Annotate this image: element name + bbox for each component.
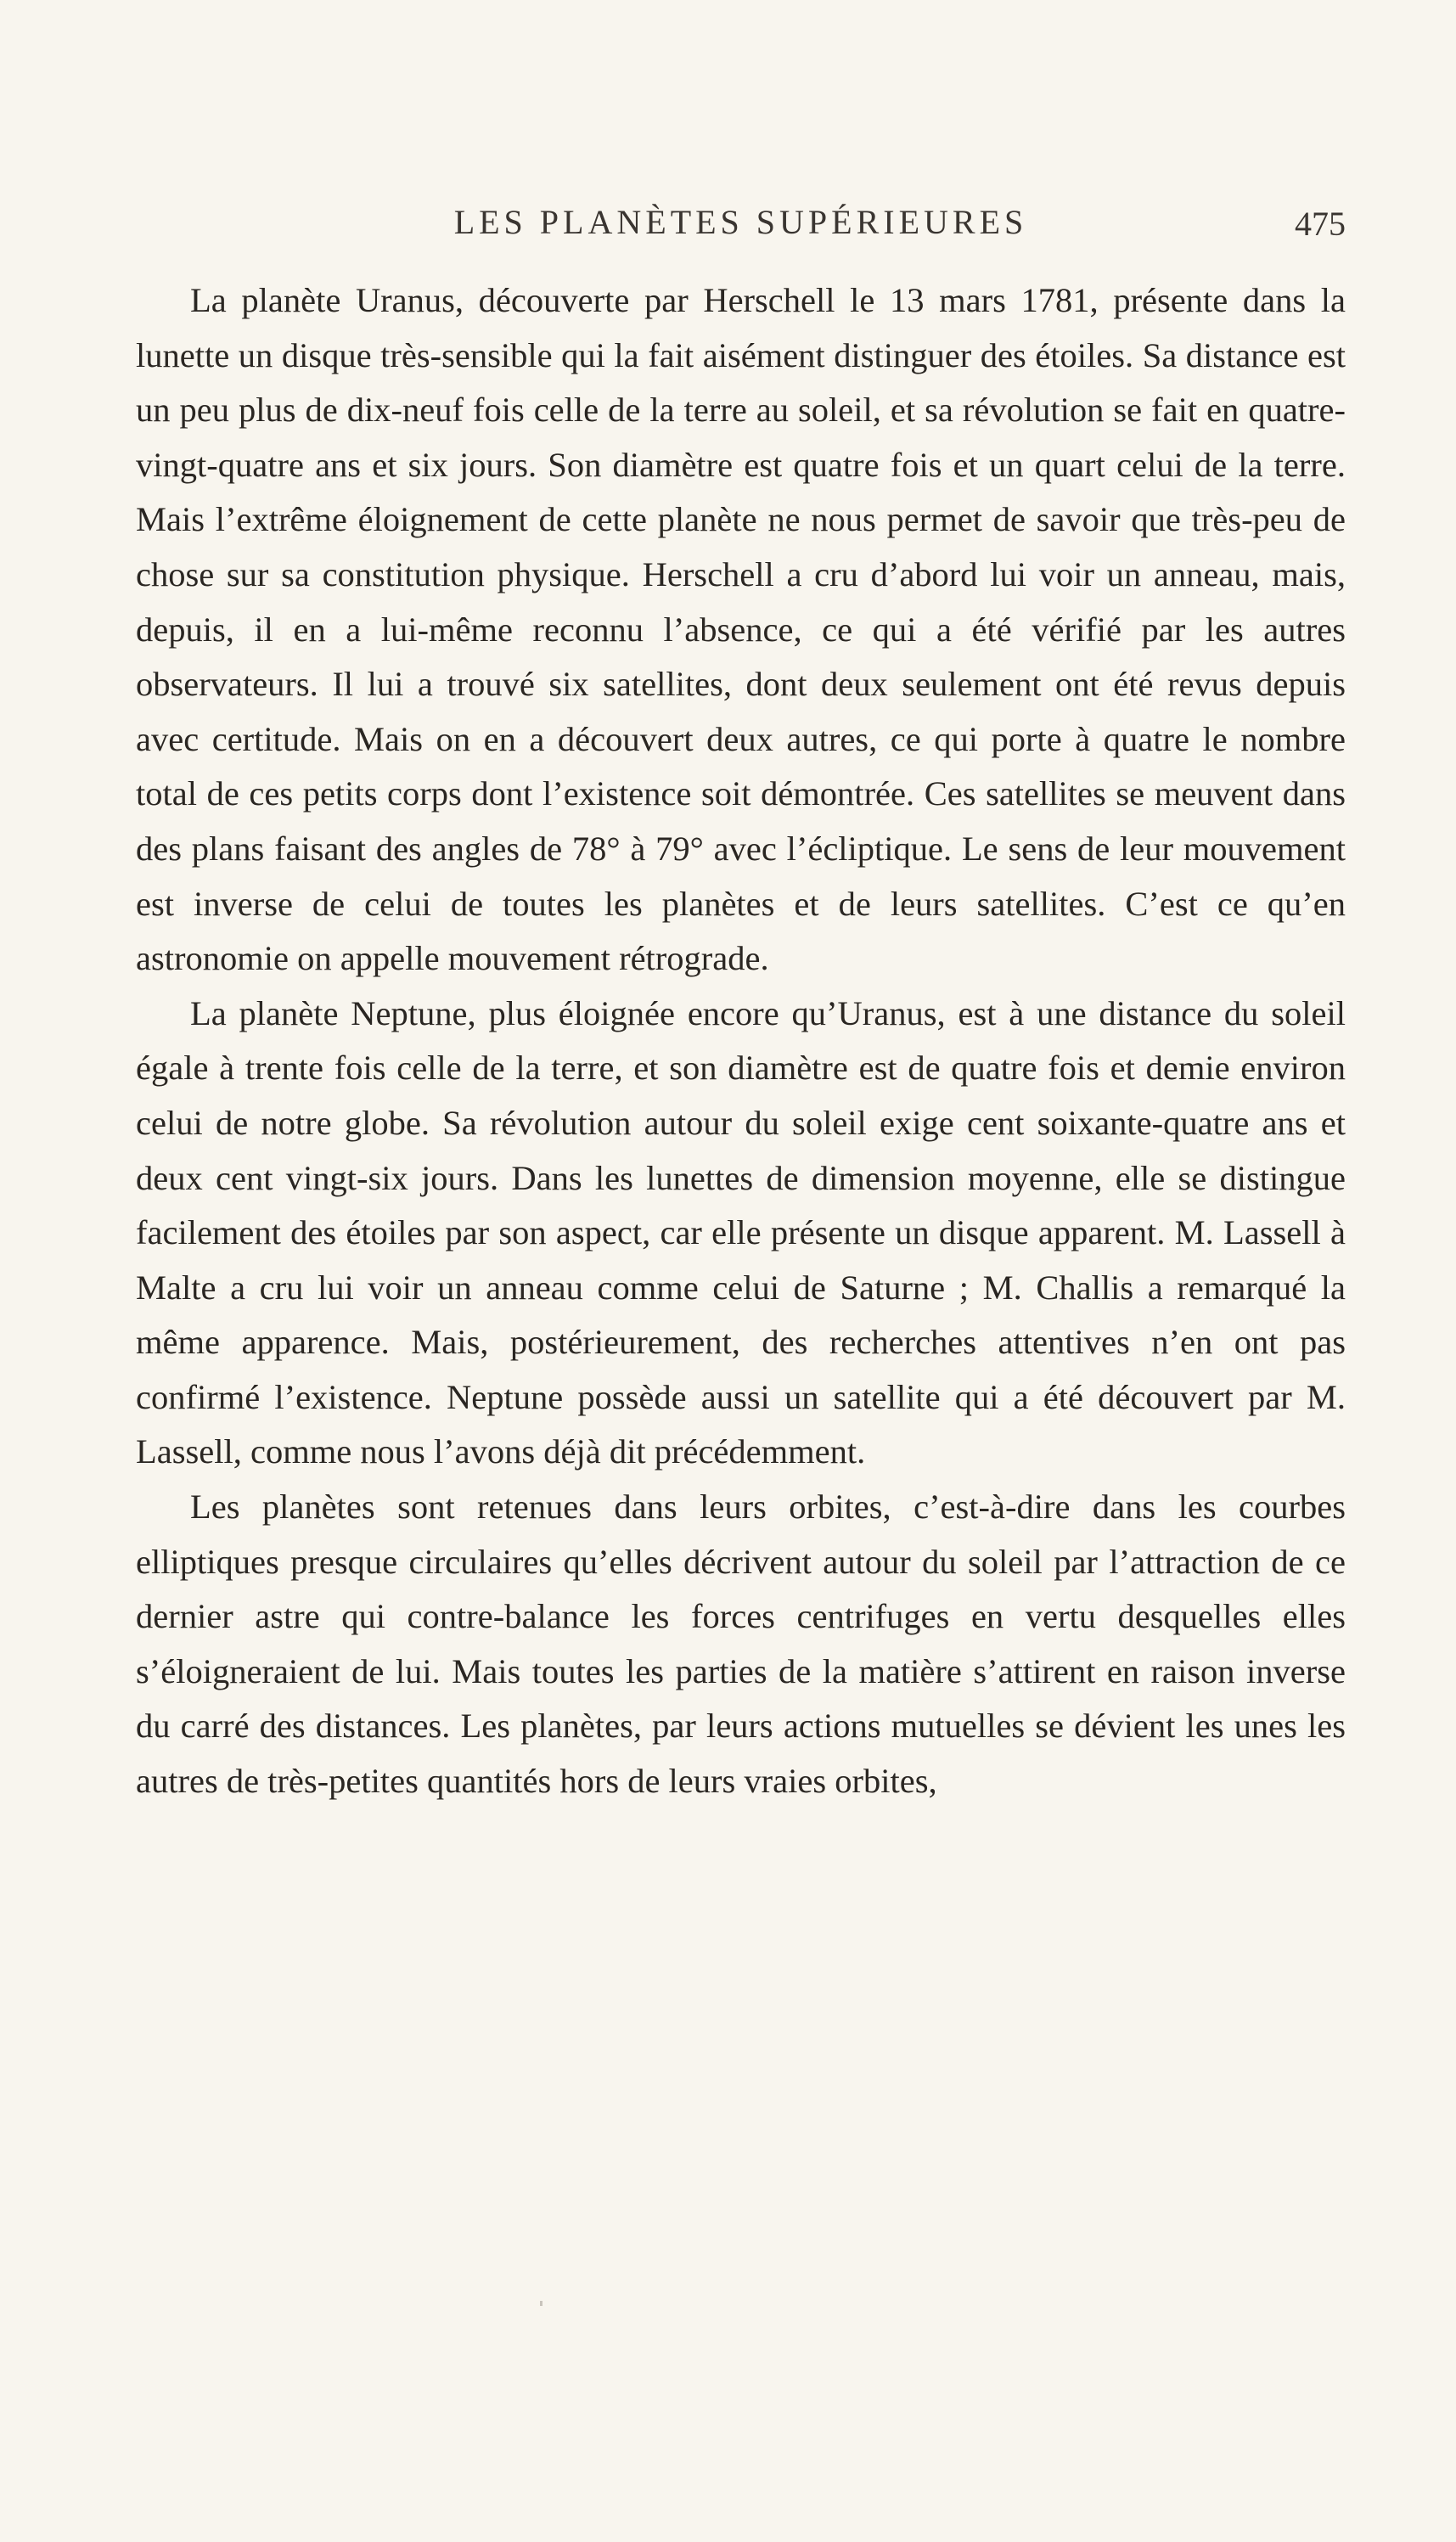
paragraph-orbits: Les planètes sont retenues dans leurs orbites, c’est-à-dire dans les courbes elliptiques presque circulaires qu’elles décrivent autour du soleil par l’attraction de ce dernier astre qui contre-balance les forces centrifuges en vertu desquelles elles s’éloigneraient de lui. Mais toutes les parties de la matière s’attirent en raison inverse du carré des distances. Les planètes, par leurs actions mutuelles se dévient les unes les autres de très-petites quantités hors de leurs vraies orbites,: [136, 1488, 1346, 1801]
running-title: LES PLANÈTES SUPÉRIEURES: [453, 203, 1028, 241]
body-text: [136, 273, 1346, 1809]
page-number: 475: [1295, 205, 1346, 243]
paragraph-neptune: La planète Neptune, plus éloignée encore qu’Uranus, est à une distance du soleil égale à trente fois celle de la terre, et son diamètre est de quatre fois et demie environ celui de notre globe. Sa révolution autour du soleil exige cent soixante-quatre ans et deux cent vingt-six jours. Dans les lunettes de dimension moyenne, elle se distingue facilement des étoiles par son aspect, car elle présente un disque apparent. M. Lassell à Malte a cru lui voir un anneau comme celui de Saturne ; M. Challis a remarqué la même apparence. Mais, postérieurement, des recherches attentives n’en ont pas confirmé l’existence. Neptune possède aussi un satellite qui a été découvert par M. Lassell, comme nous l’avons déjà dit précédemment.: [136, 993, 1346, 1471]
running-head: [136, 202, 1346, 253]
paper-speck: [540, 2301, 542, 2306]
paragraph-uranus: La planète Uranus, découverte par Herschell le 13 mars 1781, présente dans la lunette un disque très-sensible qui la fait aisément distinguer des étoiles. Sa distance est un peu plus de dix-neuf fois celle de la terre au soleil, et sa révolution se fait en quatre-vingt-quatre ans et six jours. Son diamètre est quatre fois et un quart celui de la terre. Mais l’extrême éloignement de cette planète ne nous permet de savoir que très-peu de chose sur sa constitution physique. Herschell a cru d’abord lui voir un anneau, mais, depuis, il en a lui-même reconnu l’absence, ce qui a été vérifié par les autres observateurs. Il lui a trouvé six satellites, dont deux seulement ont été revus depuis avec certitude. Mais on en a découvert deux autres, ce qui porte à quatre le nombre total de ces petits corps dont l’existence soit démontrée. Ces satellites se meuvent dans des plans faisant des angles de 78° à 79° avec l’écliptique. Le sens de leur mouvement est inverse de celui de toutes les planètes et de leurs satellites. C’est ce qu’en astronomie on appelle mouvement rétrograde.: [136, 281, 1346, 978]
